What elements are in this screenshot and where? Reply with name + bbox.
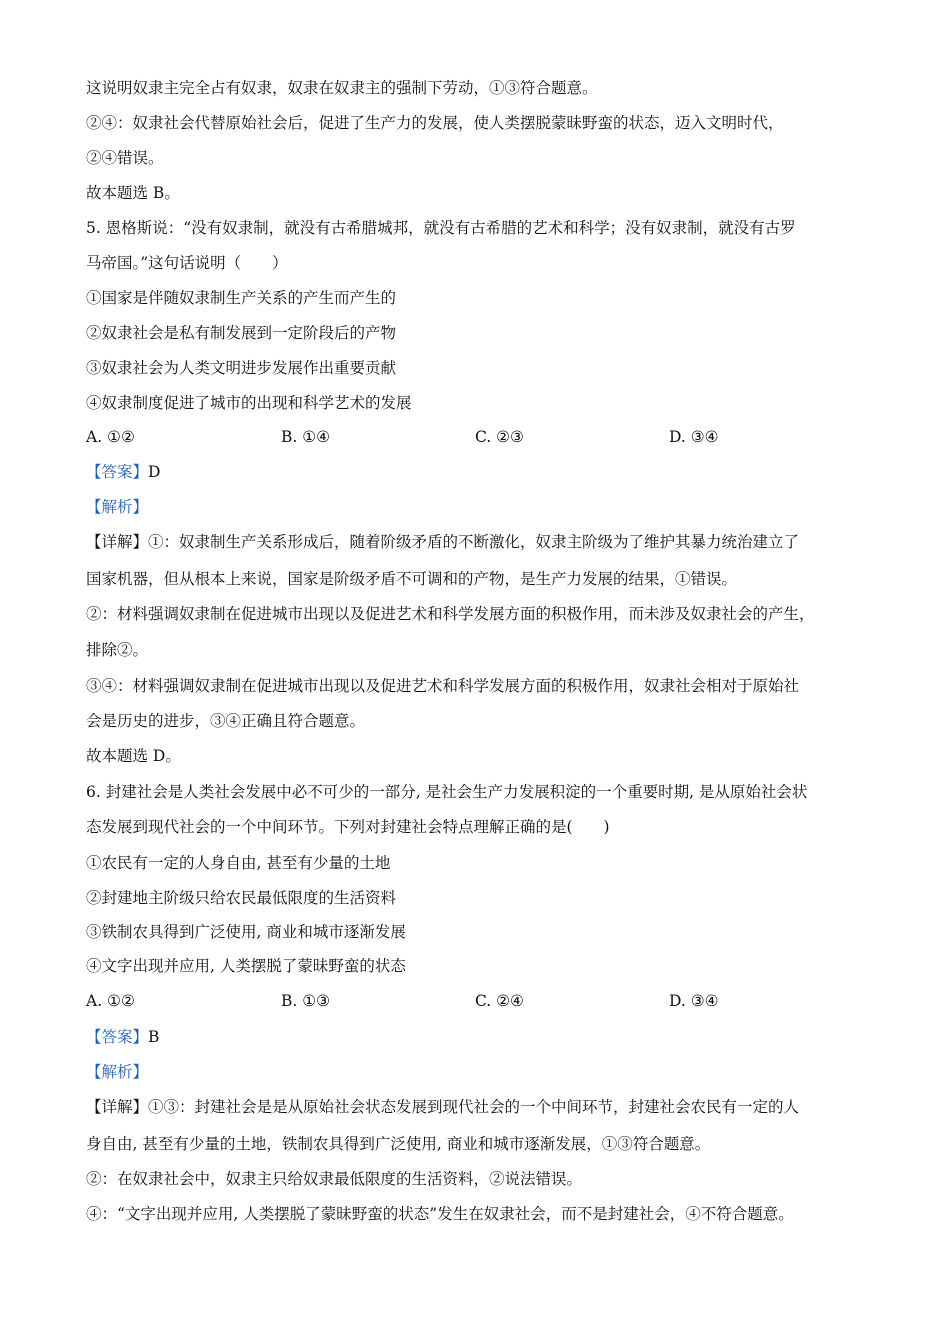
option-d: D. ③④ — [669, 992, 719, 1010]
question-5-item: ①国家是伴随奴隶制生产关系的产生而产生的 — [86, 289, 397, 307]
question-5-item: ②奴隶社会是私有制发展到一定阶段后的产物 — [86, 324, 397, 342]
question-5-item: ④奴隶制度促进了城市的出现和科学艺术的发展 — [86, 394, 412, 412]
detail-line: ②：材料强调奴隶制在促进城市出现以及促进艺术和科学发展方面的积极作用，而未涉及奴隶社会的产生， — [86, 605, 815, 623]
text-line: 这说明奴隶主完全占有奴隶，奴隶在奴隶主的强制下劳动，①③符合题意。 — [86, 79, 598, 97]
question-6-item: ④文字出现并应用, 人类摆脱了蒙昧野蛮的状态 — [86, 957, 406, 975]
option-c: C. ②④ — [475, 992, 524, 1010]
option-a: A. ①② — [86, 428, 135, 446]
answer-tag: 【答案】 — [86, 463, 149, 481]
option-b: B. ①④ — [281, 428, 331, 446]
conclusion-line: 故本题选 D。 — [86, 747, 181, 765]
question-6-item: ①农民有一定的人身自由, 甚至有少量的土地 — [86, 854, 391, 872]
answer-line — [86, 1027, 159, 1047]
question-5-stem: 5. 恩格斯说：“没有奴隶制，就没有古希腊城邦，就没有古希腊的艺术和科学；没有奴隶制，就没有古罗 — [86, 219, 796, 237]
option-c: C. ②③ — [475, 428, 524, 446]
answer-value: D — [148, 463, 161, 481]
question-5-stem: 马帝国。”这句话说明（ ） — [86, 254, 288, 272]
detail-tag: 【详解】 — [86, 533, 149, 551]
analysis-tag: 【解析】 — [86, 498, 149, 516]
option-b: B. ①③ — [281, 992, 331, 1010]
question-6-item: ③铁制农具得到广泛使用, 商业和城市逐渐发展 — [86, 923, 406, 941]
detail-line: 国家机器，但从根本上来说，国家是阶级矛盾不可调和的产物，是生产力发展的结果，①错误。 — [86, 570, 738, 588]
detail-line: 会是历史的进步，③④正确且符合题意。 — [86, 712, 366, 730]
text-line: 故本题选 B。 — [86, 184, 180, 202]
detail-line: 排除②。 — [86, 641, 149, 659]
question-6-item: ②封建地主阶级只给农民最低限度的生活资料 — [86, 889, 397, 907]
detail-line: 身自由, 甚至有少量的土地，铁制农具得到广泛使用, 商业和城市逐渐发展，①③符合题意。 — [86, 1135, 711, 1153]
detail-line: ③④：材料强调奴隶制在促进城市出现以及促进艺术和科学发展方面的积极作用，奴隶社会相对于原始社 — [86, 677, 800, 695]
detail-line — [86, 1097, 799, 1117]
detail-text: ①③：封建社会是是从原始社会状态发展到现代社会的一个中间环节，封建社会农民有一定的人 — [148, 1098, 800, 1116]
question-6-stem: 态发展到现代社会的一个中间环节。下列对封建社会特点理解正确的是( ) — [86, 818, 610, 836]
detail-line: ④：“文字出现并应用, 人类摆脱了蒙昧野蛮的状态”发生在奴隶社会，而不是封建社会，④不符合题意。 — [86, 1205, 794, 1223]
question-5-item: ③奴隶社会为人类文明进步发展作出重要贡献 — [86, 359, 397, 377]
option-d: D. ③④ — [669, 428, 719, 446]
analysis-tag: 【解析】 — [86, 1063, 149, 1081]
answer-tag: 【答案】 — [86, 1028, 149, 1046]
option-a: A. ①② — [86, 992, 135, 1010]
answer-line — [86, 462, 160, 482]
question-6-stem: 6. 封建社会是人类社会发展中必不可少的一部分, 是社会生产力发展积淀的一个重要时期, 是从原始社会状 — [86, 783, 808, 801]
answer-value: B — [148, 1028, 160, 1046]
text-line: ②④错误。 — [86, 149, 164, 167]
detail-tag: 【详解】 — [86, 1098, 149, 1116]
detail-text: ①：奴隶制生产关系形成后，随着阶级矛盾的不断激化，奴隶主阶级为了维护其暴力统治建立了 — [148, 533, 800, 551]
text-line: ②④：奴隶社会代替原始社会后，促进了生产力的发展，使人类摆脱蒙昧野蛮的状态，迈入文明时代， — [86, 114, 784, 132]
detail-line: ②：在奴隶社会中，奴隶主只给奴隶最低限度的生活资料，②说法错误。 — [86, 1170, 583, 1188]
detail-line — [86, 532, 799, 552]
